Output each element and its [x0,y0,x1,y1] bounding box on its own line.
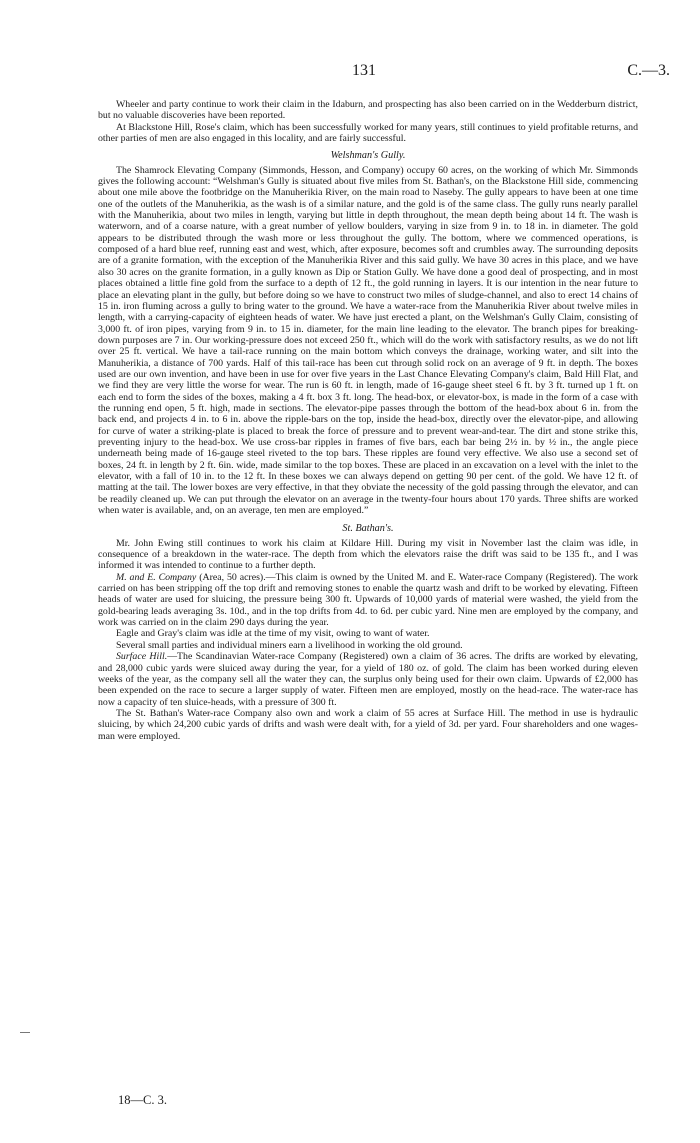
section-heading-st-bathans: St. Bathan's. [342,523,394,535]
paragraph-blackstone-hill: At Blackstone Hill, Rose's claim, which has been successfully worked for many years, still continues to yield profitable returns, and other parties of men are also engaged in this locality, and are fairly successful. [98,121,638,145]
paragraph-m-and-e-company [98,572,638,629]
section-heading-welshmans-gully: Welshman's Gully. [330,150,406,162]
margin-mark [20,1032,30,1033]
page-body [98,99,638,742]
paragraph-small-parties: Several small parties and individual miners earn a livelihood in working the old ground. [116,639,463,651]
paragraph-surface-hill [98,651,638,708]
paragraph-m-and-e-text: (Area, 50 acres).—This claim is owned by the United M. and E. Water-race Company (Registered). The work carried on has been stripping off the top drift and removing stones to enable the quartz wash and drift to be worked by elevating. Fifteen heads of water are used for sluicing, the pressure being 300 ft. Upwards of 10,000 yards of material were washed, the yield from the gold-bearing leads averaging 3s. 10d., and in the top drifts from 4d. to 6d. per cubic yard. Nine men are employed by the company, and work was carried on in the claim 290 days during the year. [98,571,638,629]
paragraph-st-bathans-water-race: The St. Bathan's Water-race Company also own and work a claim of 55 acres at Surface Hill. The method in use is hydraulic sluicing, by which 24,200 cubic yards of drifts and wash were dealt with, for a yield of 3d. per yard. Four shareholders and one wages-man were employed. [98,707,638,742]
paragraph-idaburn: Wheeler and party continue to work their claim in the Idaburn, and prospecting has also been carried on in the Wedderburn district, but no valuable discoveries have been reported. [98,99,638,122]
document-reference: C.—3. [627,62,670,79]
page-number: 131 [352,62,376,79]
paragraph-shamrock-company: The Shamrock Elevating Company (Simmonds, Hesson, and Company) occupy 60 acres, on the working of which Mr. Simmonds gives the following account: “Welshman's Gully is situated about five miles from St. Bathan's, on the Blackstone Hill side, commencing about one mile above the footbridge on the Manuherikia River, on the main road to Naseby. The gully appears to have been at one time one of the outlets of the Manuherikia, as the wash is of a similar nature, and the gold is of the same class. The gully runs nearly parallel with the Manuherikia, about two miles in length, varying but little in depth throughout, the mean depth being about 14 ft. The wash is waterworn, and of a coarse nature, with a great number of yellow boulders, varying in size from 9 in. to 18 in. in diameter. The gold appears to be distributed through the wash more or less throughout the gully. The bottom, where we commenced operations, is composed of a hard blue reef, running east and west, which, after exposure, becomes soft and crumbles away. The surrounding deposits are of a granite formation, with the exception of the Manuherikia River and this said gully. We have 30 acres in this place, and we have also 30 acres on the granite formation, in a gully known as Dip or Station Gully. We have done a good deal of prospecting, and in most places obtained a little fine gold from the surface to a depth of 12 ft., the gold running in layers. It is our intention in the near future to place an elevating plant in the gully, but before doing so we have to construct two miles of sludge-channel, and also to erect 14 chains of 15 in. iron fluming across a gully to bring water to the ground. We have a water-race from the Manuherikia River about twelve miles in length, with a carrying-capacity of eighteen heads of water. We have just erected a plant, on the Welshman's Gully Claim, consisting of 3,000 ft. of iron pipes, varying from 9 in. to 15 in. diameter, for the main line leading to the elevator. The branch pipes for breaking-down purposes are 7 in. Our working-pressure does not exceed 250 ft., which will do the work with satisfactory results, as we do not lift over 25 ft. vertical. We have a tail-race running on the main bottom which conveys the drainage, working water, and silt into the Manuherikia, a distance of 700 yards. Half of this tail-race has been cut through solid rock on an average of 9 ft. in depth. The boxes used are our own invention, and have been in use for over five years in the Last Chance Elevating Company's claim, Bald Hill Flat, and we find they are very little the worse for wear. The run is 60 ft. in length, made of 16-gauge sheet steel 6 ft. by 3 ft. turned up 1 ft. on each end to form the sides of the boxes, making a 4 ft. box 3 ft. long. The head-box, or elevator-box, is made in the form of a case with the running end open, 5 ft. high, made in sections. The elevator-pipe passes through the bottom of the head-box about 6 in. from the back end, and projects 4 in. to 6 in. above the ripple-bars on the top, inside the head-box, directly over the elevator-pipe, and allowing for curve of water a striking-plate is placed to break the force of pressure and to prevent wear-and-tear. The dirt and stone strike this, preventing injury to the head-box. We use cross-bar ripples in frames of five bars, each bar being 2½ in. by ½ in., the angle piece underneath being made of 16-gauge steel riveted to the top bars. These ripples are found very effective. We also use a second set of boxes, 24 ft. in length by 2 ft. 6in. wide, made similar to the top boxes. These are placed in an excavation on a level with the inlet to the elevator, with a fall of 10 in. to the 12 ft. In these boxes we can always depend on getting 90 per cent. of the gold. We have 12 ft. of matting at the tail. The lower boxes are very effective, in that they obviate the necessity of the gold passing through the elevator, and can be readily cleaned up. We can put through the elevator on an average in the twenty-four hours about 170 yards. Three shifts are worked when water is available, and, on an average, ten men are employed.” [98,164,638,517]
page-header [0,62,700,82]
paragraph-john-ewing: Mr. John Ewing still continues to work his claim at Kildare Hill. During my visit in November last the claim was idle, in consequence of a breakdown in the water-race. The depth from which the elevators raise the drift was said to be 135 ft., and I was informed it was intended to continue to a further depth. [98,537,638,572]
paragraph-eagle-and-gray: Eagle and Gray's claim was idle at the time of my visit, owing to want of water. [116,628,430,640]
claim-name-surface-hill: Surface Hill. [116,651,168,663]
section-spacer [98,516,638,517]
page-footer-signature: 18—C. 3. [118,1093,167,1107]
claim-name-m-and-e: M. and E. Company [116,571,197,583]
paragraph-surface-hill-text: —The Scandinavian Water-race Company (Registered) own a claim of 36 acres. The drifts are worked by elevating, and 28,000 cubic yards were sluiced away during the year, for a yield of 180 oz. of gold. The claim has been worked during eleven weeks of the year, as the company sell all the water they can, the surplus only being used for their own claim. Upwards of £2,000 has been expended on the race to secure a larger supply of water. Fifteen men are employed, mostly on the head-race. The water-race has now a capacity of ten sluice-heads, with a pressure of 300 ft. [98,651,638,708]
